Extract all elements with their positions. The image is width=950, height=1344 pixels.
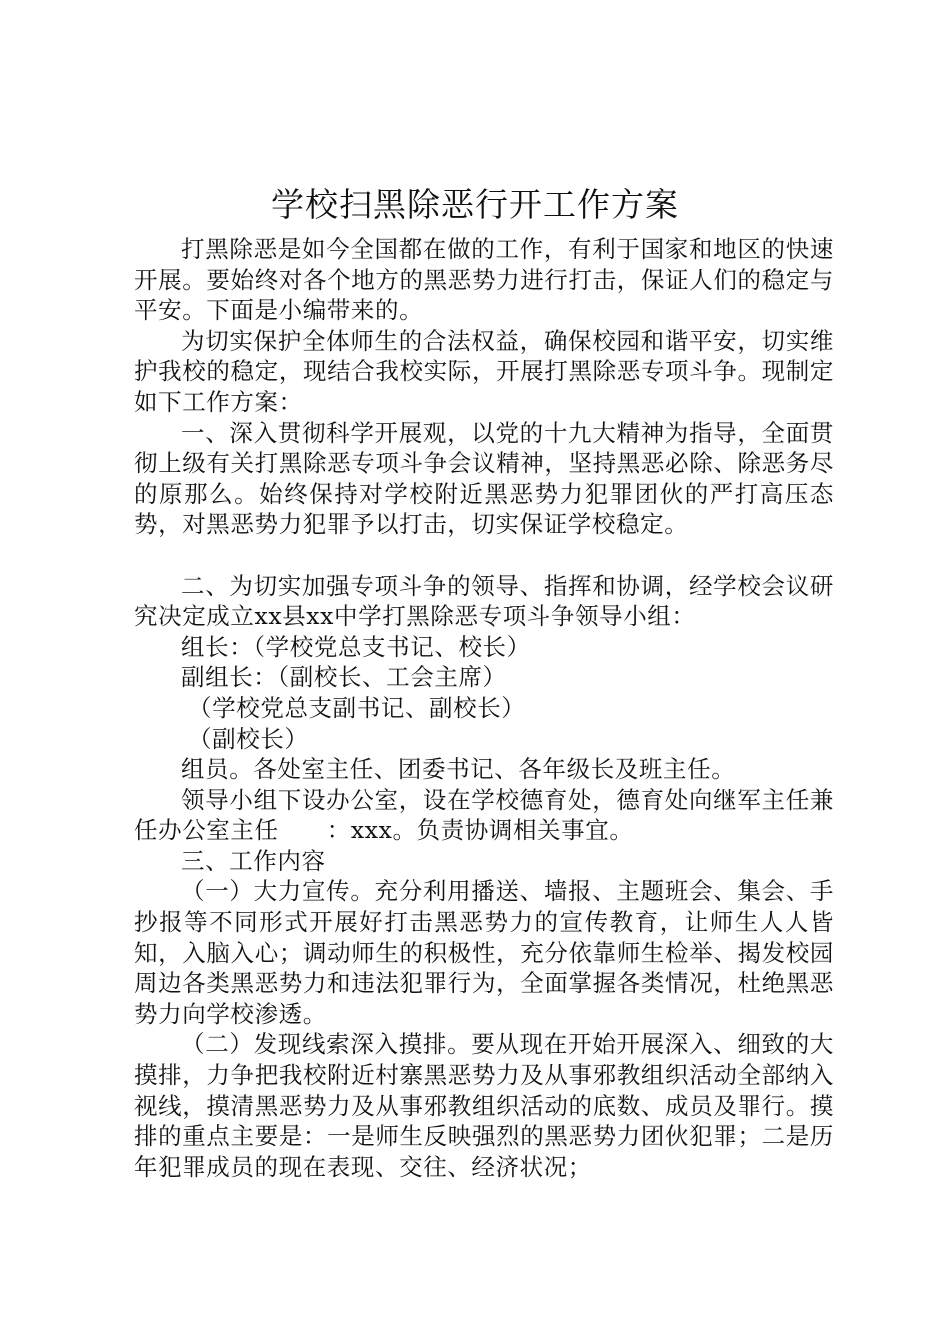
office-line: 领导小组下设办公室，设在学校德育处，德育处向继军主任兼任办公室主任 ：xxx。负责协调相关事宜。 xyxy=(134,785,834,845)
leader-line: 组长：（学校党总支书记、校长） xyxy=(181,632,531,661)
paragraph-section-2: 二、为切实加强专项斗争的领导、指挥和协调，经学校会议研究决定成立xx县xx中学打黑除恶专项斗争领导小组： xyxy=(134,571,834,631)
document-title: 学校扫黑除恶行开工作方案 xyxy=(271,185,679,224)
paragraph-section-1: 一、深入贯彻科学开展观，以党的十九大精神为指导，全面贯彻上级有关打黑除恶专项斗争会议精神，坚持黑恶必除、除恶务尽的原那么。始终保持对学校附近黑恶势力犯罪团伙的严打高压态势，对黑恶势力犯罪予以打击，切实保证学校稳定。 xyxy=(134,418,834,539)
deputy-leader-line-2: （学校党总支副书记、副校长） xyxy=(188,693,526,722)
paragraph-item-1: （一）大力宣传。充分利用播送、墙报、主题班会、集会、手抄报等不同形式开展好打击黑恶势力的宣传教育，让师生人人皆知，入脑入心；调动师生的积极性，充分依靠师生检举、揭发校园周边各类黑恶势力和违法犯罪行为，全面掌握各类情况，杜绝黑恶势力向学校渗透。 xyxy=(134,877,834,1028)
paragraph-purpose: 为切实保护全体师生的合法权益，确保校园和谐平安，切实维护我校的稳定，现结合我校实际，开展打黑除恶专项斗争。现制定如下工作方案： xyxy=(134,326,834,416)
paragraph-intro: 打黑除恶是如今全国都在做的工作，有利于国家和地区的快速开展。要始终对各个地方的黑恶势力进行打击，保证人们的稳定与平安。下面是小编带来的。 xyxy=(134,235,834,325)
paragraph-gap xyxy=(134,540,834,571)
deputy-leader-line: 副组长：（副校长、工会主席） xyxy=(181,663,507,692)
paragraph-item-2: （二）发现线索深入摸排。要从现在开始开展深入、细致的大摸排，力争把我校附近村寨黑恶势力及从事邪教组织活动全部纳入视线，摸清黑恶势力及从事邪教组织活动的底数、成员及罪行。摸排的重点主要是：一是师生反映强烈的黑恶势力团伙犯罪；二是历年犯罪成员的现在表现、交往、经济状况； xyxy=(134,1030,834,1181)
deputy-leader-line-3: （副校长） xyxy=(188,724,309,753)
document-body xyxy=(134,234,834,1182)
section-3-heading: 三、工作内容 xyxy=(181,846,326,875)
members-line: 组员。各处室主任、团委书记、各年级长及班主任。 xyxy=(181,755,736,784)
